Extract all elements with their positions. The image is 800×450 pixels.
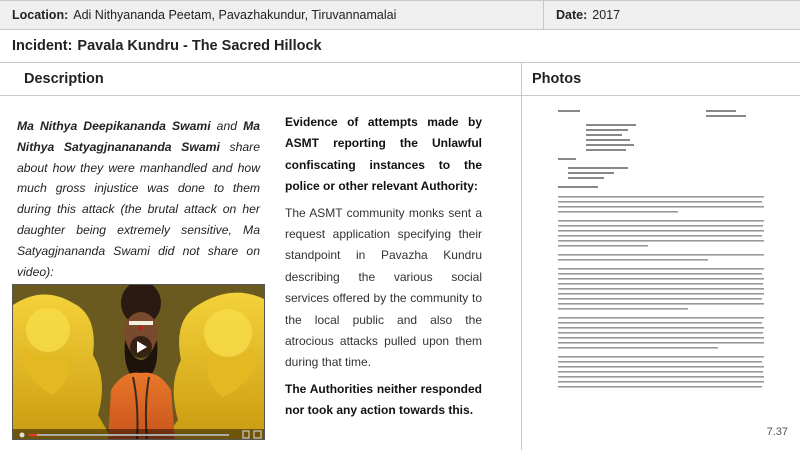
column-divider: [521, 96, 522, 450]
evidence-closing: The Authorities neither responded nor took any action towards this.: [285, 381, 482, 418]
video-frame: [13, 285, 265, 440]
page-number: 7.37: [766, 426, 788, 438]
header-row: [0, 0, 800, 30]
video-player[interactable]: [12, 284, 265, 440]
incident-title: [12, 30, 322, 62]
name-deepikananda: Ma Nithya Deepikananda Swami: [17, 119, 211, 133]
section-headings-row: [0, 63, 800, 96]
date-value: 2017: [592, 8, 621, 22]
date-field: [543, 1, 800, 29]
photos-heading: Photos: [521, 63, 800, 95]
date-label: Date:: [556, 8, 588, 22]
content-area: [0, 96, 800, 450]
name-satyagjnanananda: Ma Nithya Satyagjnanananda Swami: [17, 119, 260, 154]
location-field: [12, 1, 542, 29]
evidence-body: The ASMT community monks sent a request application specifying their standpoint in Pavazha Kundru describing the various social services offered by the community to the local public and also the atrocious attacks pulled upon them during that time.: [285, 205, 482, 370]
incident-row: [0, 30, 800, 63]
testimony-text: [17, 116, 260, 282]
incident-value: Pavala Kundru - The Sacred Hillock: [77, 38, 322, 54]
and-text: and: [210, 119, 244, 133]
scanned-letter-image: [556, 108, 766, 394]
testimony-rest: share about how they were manhandled and how much gross injustice was done to them during this attack (the brutal attack on her daughter being extremely sensitive, Ma Satyagjnananda Swami did not share on video):: [17, 139, 260, 279]
evidence-heading: Evidence of attempts made by ASMT reporting the Unlawful confiscating instances to the police or other relevant Authority:: [285, 115, 482, 194]
location-value: Adi Nithyananda Peetam, Pavazhakundur, Tiruvannamalai: [73, 8, 397, 22]
description-heading: Description: [24, 71, 104, 87]
location-label: Location:: [12, 8, 69, 22]
incident-label: Incident:: [12, 38, 73, 54]
letter-scan: [556, 108, 766, 394]
evidence-text: [285, 112, 482, 427]
